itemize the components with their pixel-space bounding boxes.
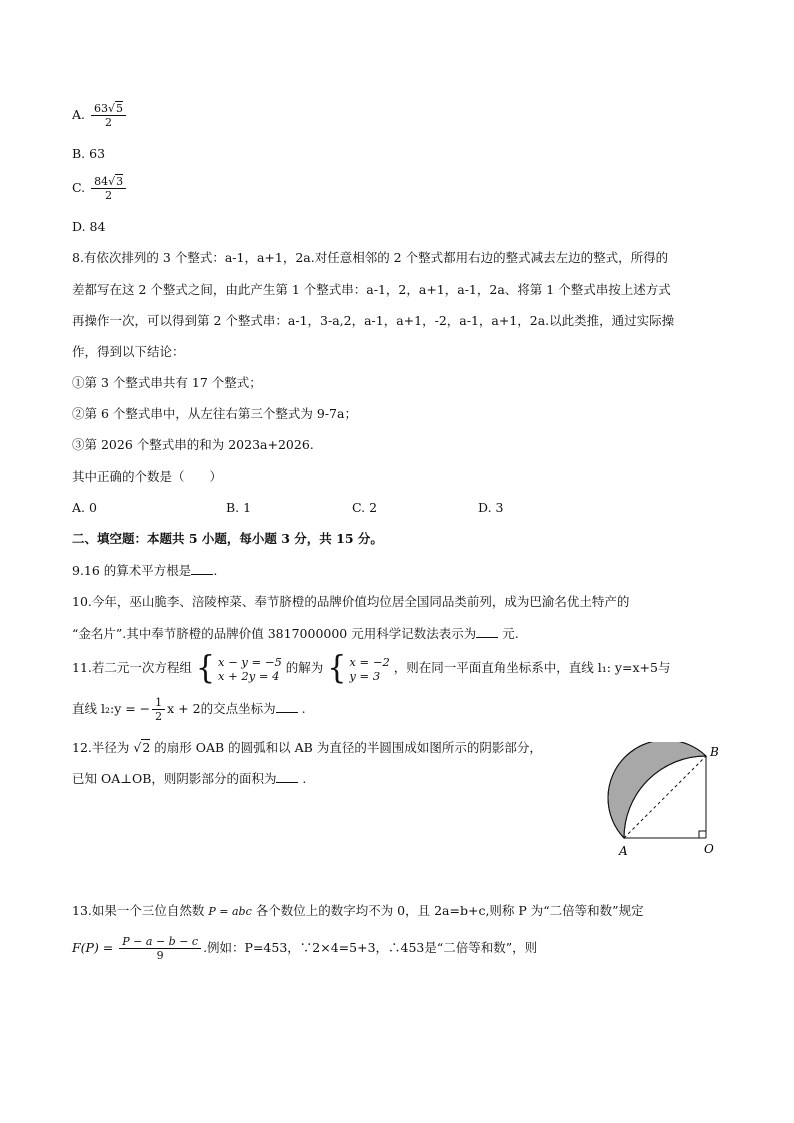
q7-option-b: B. 63	[72, 146, 106, 161]
option-a-label: A.	[72, 107, 86, 122]
label-b: B	[710, 745, 719, 759]
q8-line3: 再操作一次，可以得到第 2 个整式串：a-1，3-a,2，a-1，a+1，-2，a-1，a+1，2a.以此类推，通过实际操	[72, 313, 675, 328]
q11-line2: 直线 l₂:y = − $\frac{1}{2}$ x + 2的交点坐标为 .	[72, 696, 306, 723]
option-c-fraction: $\frac{84√3}{2}$	[91, 175, 126, 202]
q8-option-b: B. 1	[226, 500, 252, 515]
q7-option-c	[72, 175, 128, 202]
q8-question: 其中正确的个数是（ ）	[72, 469, 223, 484]
section-title: 二、填空题：本题共 5 小题，每小题 3 分，共 15 分。	[72, 531, 383, 546]
q13-line1: 13.如果一个三位自然数 P = abc 各个数位上的数字均不为 0，且 2a=b+c,则称 P 为“二倍等和数”规定	[72, 903, 644, 918]
q8-options	[72, 500, 672, 516]
answer-blank	[276, 770, 298, 783]
shaded-region	[608, 742, 706, 838]
answer-blank	[191, 562, 213, 575]
answer-blank	[476, 625, 498, 638]
q8-line2: 差都写在这 2 个整式之间，由此产生第 1 个整式串：a-1，2，a+1，a-1，2a、将第 1 个整式串按上述方式	[72, 282, 671, 297]
q8-option-a: A. 0	[72, 500, 97, 515]
answer-blank	[276, 700, 298, 713]
q11-line1: 11.若二元一次方程组 { x − y = −5 x + 2y = 4 的解为 { x = −2 y = 3 ，则在同一平面直角坐标系中，直线 l₁: y=x+5与	[72, 649, 671, 687]
q8-conclusion-1: ①第 3 个整式串共有 17 个整式；	[72, 375, 262, 390]
label-a: A	[619, 844, 628, 858]
q9: 9.16 的算术平方根是 .	[72, 563, 218, 578]
solution-system: { x = −2 y = 3	[327, 649, 390, 687]
q7-option-d: D. 84	[72, 219, 106, 234]
q10-line2: “金名片”.其中奉节脐橙的品牌价值 3817000000 元用科学记数法表示为 元.	[72, 626, 519, 641]
right-angle-mark	[699, 831, 706, 838]
option-a-fraction: $\frac{63√5}{2}$	[91, 102, 126, 129]
fp-fraction: $\frac{P - a - b - c}{9}$	[119, 935, 201, 962]
option-c-label: C.	[72, 180, 86, 195]
q7-option-a	[72, 102, 128, 129]
q8-option-c: C. 2	[352, 500, 378, 515]
q12-line1: 12.半径为 √2 的扇形 OAB 的圆弧和以 AB 为直径的半圆围成如图所示的阴影部分，	[72, 740, 542, 755]
q8-conclusion-2: ②第 6 个整式串中，从左往右第三个整式为 9-7a；	[72, 406, 357, 421]
q8-line1: 8.有依次排列的 3 个整式：a-1，a+1，2a.对任意相邻的 2 个整式都用右边的整式减去左边的整式，所得的	[72, 250, 669, 265]
sector-figure	[600, 742, 740, 862]
q13-line2: F(P) = $\frac{P - a - b - c}{9}$ .例如：P=453，∵2×4=5+3，∴453是“二倍等和数”，则	[72, 935, 538, 962]
half-fraction: $\frac{1}{2}$	[152, 696, 165, 723]
equation-system: { x − y = −5 x + 2y = 4	[195, 649, 282, 687]
q10-line1: 10.今年，巫山脆李、涪陵榨菜、奉节脐橙的品牌价值均位居全国同品类前列，成为巴渝名优土特产的	[72, 594, 630, 609]
q12-line2: 已知 OA⊥OB，则阴影部分的面积为 .	[72, 771, 307, 786]
label-o: O	[704, 842, 714, 856]
q8-line4: 作，得到以下结论：	[72, 344, 185, 359]
q8-conclusion-3: ③第 2026 个整式串的和为 2023a+2026.	[72, 437, 314, 452]
q8-option-d: D. 3	[478, 500, 504, 515]
